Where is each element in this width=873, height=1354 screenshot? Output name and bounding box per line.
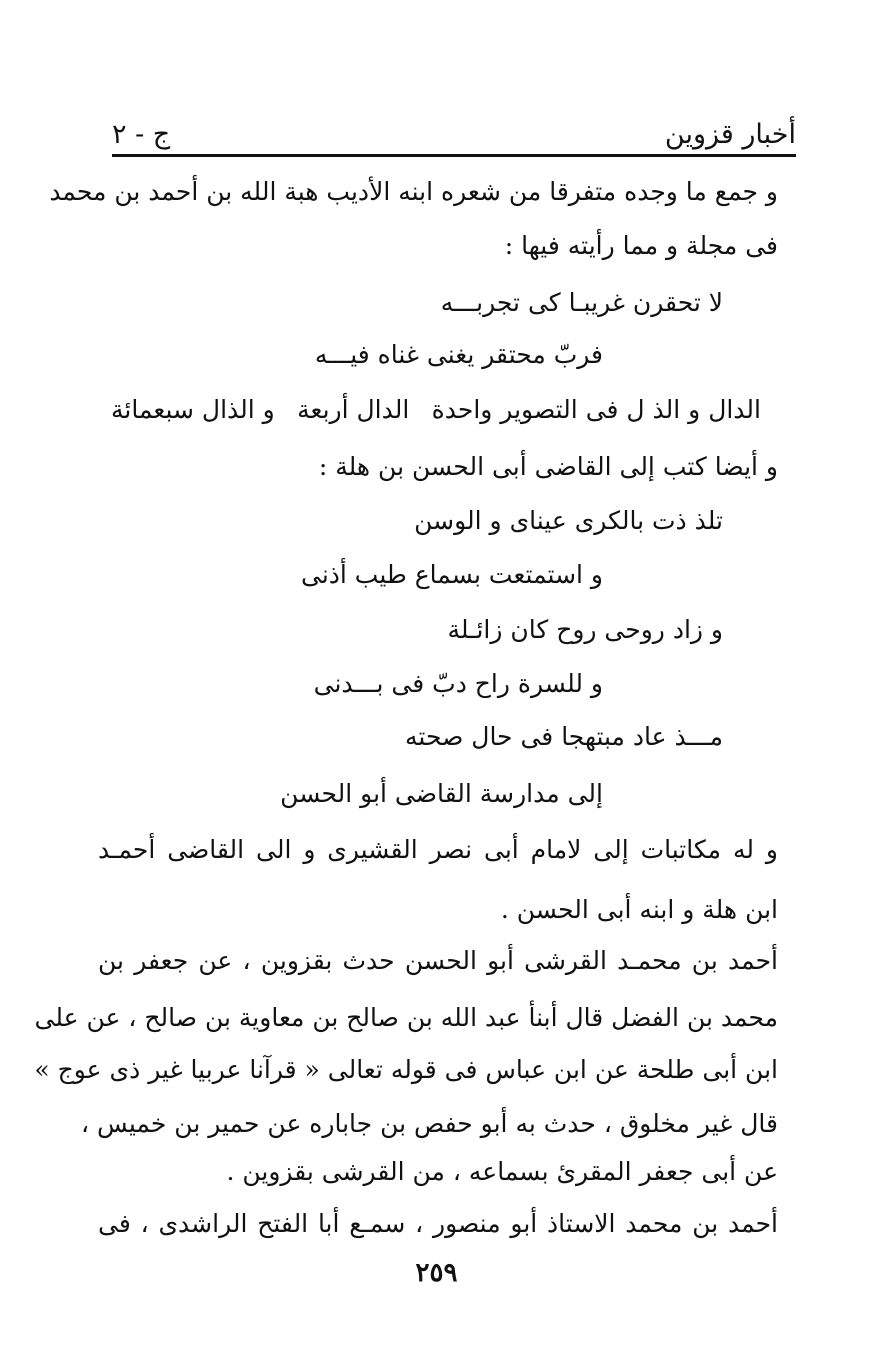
text-line: محمد بن الفضل قال أبنأ عبد الله بن صالح بن معاوية بن صالح ، عن على xyxy=(34,1003,778,1032)
text-line: قال غير مخلوق ، حدث به أبو حفص بن جاباره عن حمير بن خميس ، xyxy=(81,1109,778,1138)
verse-triple xyxy=(111,390,761,430)
text-line: و أيضا كتب إلى القاضى أبى الحسن بن هلة : xyxy=(318,452,778,481)
text-line: أحمد بن محمـد القرشى أبو الحسن حدث بقزوين ، عن جعفر بن xyxy=(98,946,778,975)
verse-part: و الذال سبعمائة xyxy=(111,395,275,424)
header-rule xyxy=(112,154,796,157)
verse-line: و استمتعت بسماع طيب أذنى xyxy=(300,560,603,589)
text-line: عن أبى جعفر المقرئ بسماعه ، من القرشى بقزوين . xyxy=(226,1157,778,1186)
verse-line: تلذ ذت بالكرى عيناى و الوسن xyxy=(414,506,723,535)
verse-part: الدال و الذ ل فى التصوير واحدة xyxy=(431,395,761,424)
verse-part: الدال أربعة xyxy=(297,395,410,424)
verse-line: و للسرة راح دبّ فى بـــدنى xyxy=(313,669,603,698)
text-line: و جمع ما وجده متفرقا من شعره ابنه الأديب هبة الله بن أحمد بن محمد xyxy=(49,177,778,206)
verse-line: فربّ محتقر يغنى غناه فيـــه xyxy=(314,340,603,369)
verse-line: مـــذ عاد مبتهجا فى حال صحته xyxy=(405,722,723,751)
text-line: أحمد بن محمد الاستاذ أبو منصور ، سمـع أبا الفتح الراشدى ، فى xyxy=(98,1209,778,1238)
text-line: ابن أبى طلحة عن ابن عباس فى قوله تعالى « قرآنا عربيا غير ذى عوج » xyxy=(34,1055,778,1084)
running-header xyxy=(112,100,796,150)
text-line: ابن هلة و ابنه أبى الحسن . xyxy=(500,895,778,924)
text-line: فى مجلة و مما رأيته فيها : xyxy=(504,231,778,260)
verse-line: و زاد روحى روح كان زائـلة xyxy=(447,615,723,644)
volume-label: ج - ٢ xyxy=(112,119,171,150)
page-number: ٢٥٩ xyxy=(415,1258,458,1288)
verse-line: إلى مدارسة القاضى أبو الحسن xyxy=(280,779,603,808)
text-line: و له مكاتبات إلى لامام أبى نصر القشيرى و الى القاضى أحمـد xyxy=(98,835,778,864)
verse-line: لا تحقرن غريبـا كى تجربـــه xyxy=(440,288,723,317)
book-title: أخبار قزوين xyxy=(664,119,796,150)
